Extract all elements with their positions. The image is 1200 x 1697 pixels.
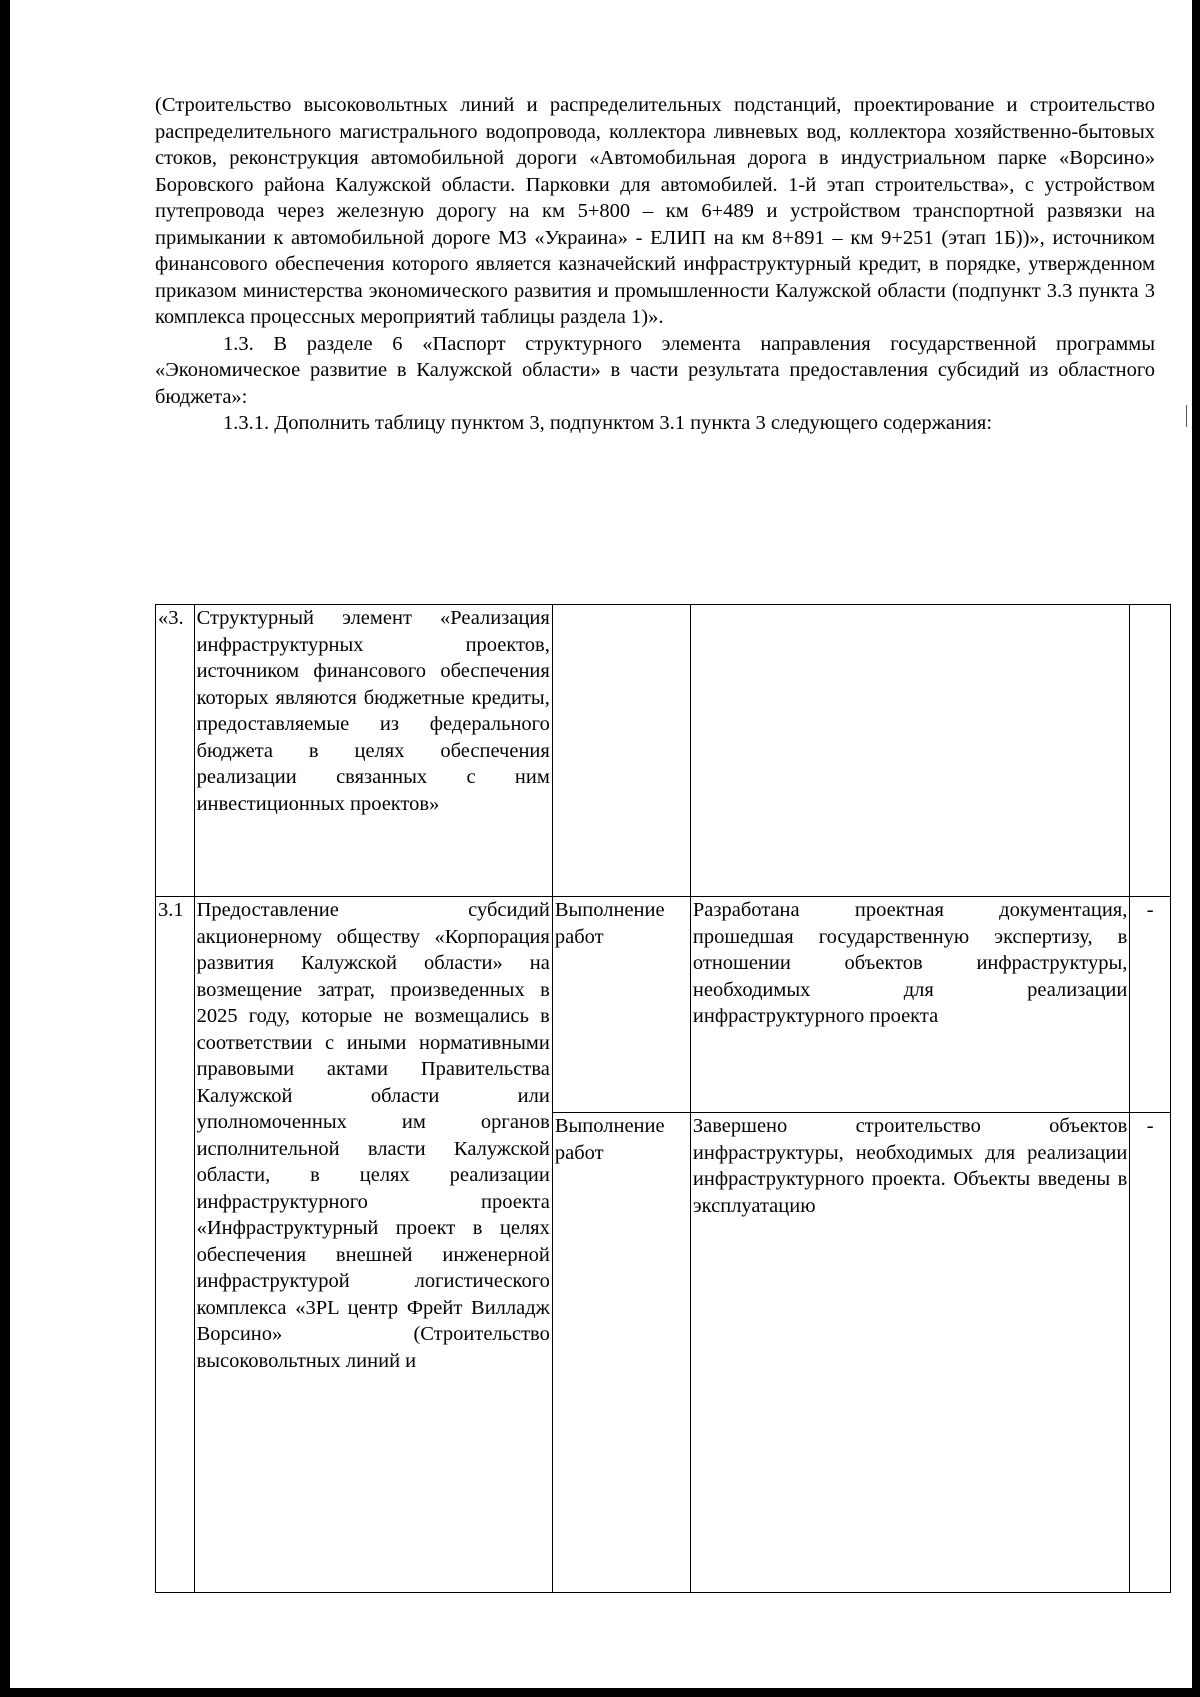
dash-cell: -: [1130, 1113, 1171, 1593]
table-row: [156, 605, 1171, 897]
empty-cell: [1130, 605, 1171, 897]
scan-edge-right: [1192, 0, 1200, 1697]
scan-artifact-mark: [1186, 405, 1187, 427]
empty-cell: [552, 605, 690, 897]
result-cell: Завершено строительство объектов инфраструктуры, необходимых для реализации инфраструктурного проекта. Объекты введены в эксплуатацию: [690, 1113, 1129, 1593]
row-number: 3.1: [156, 897, 195, 1593]
document-body: [155, 92, 1155, 437]
event-type-cell: Выполнение работ: [552, 1113, 690, 1593]
structural-element-table: [155, 604, 1171, 1593]
event-type-cell: Выполнение работ: [552, 897, 690, 1113]
paragraph-section-1-3-1: 1.3.1. Дополнить таблицу пунктом 3, подпунктом 3.1 пункта 3 следующего содержания:: [223, 412, 993, 434]
paragraph-section-1-3: 1.3. В разделе 6 «Паспорт структурного элемента направления государственной программы «Экономическое развитие в Калужской области» в части результата предоставления субсидий из областного бюджета»:: [155, 332, 1155, 408]
scan-edge-left: [0, 0, 10, 1697]
table-row: [156, 897, 1171, 1113]
measure-description-cell: Предоставление субсидий акционерному обществу «Корпорация развития Калужской области» на возмещение затрат, произведенных в 2025 году, которые не возмещались в соответствии с иными нормативными правовыми актами Правительства Калужской области или уполномоченных им органов исполнительной власти Калужской области, в целях реализации инфраструктурного проекта «Инфраструктурный проект в целях обеспечения внешней инженерной инфраструктурой логистического комплекса «3PL центр Фрейт Вилладж Ворсино» (Строительство высоковольтных линий и: [194, 897, 552, 1593]
empty-cell: [690, 605, 1129, 897]
scan-edge-bottom: [0, 1688, 1200, 1697]
dash-cell: -: [1130, 897, 1171, 1113]
result-cell: Разработана проектная документация, прошедшая государственную экспертизу, в отношении объектов инфраструктуры, необходимых для реализации инфраструктурного проекта: [690, 897, 1129, 1113]
structural-element-cell: Структурный элемент «Реализация инфраструктурных проектов, источником финансового обеспечения которых являются бюджетные кредиты, предоставляемые из федерального бюджета в целях обеспечения реализации связанных с ним инвестиционных проектов»: [194, 605, 552, 897]
row-number: «3.: [156, 605, 195, 897]
paragraph-continuation: (Строительство высоковольтных линий и распределительных подстанций, проектирование и строительство распределительного магистрального водопровода, коллектора ливневых вод, коллектора хозяйственно-бытовых стоков, реконструкция автомобильной дороги «Автомобильная дорога в индустриальном парке «Ворсино» Боровского района Калужской области. Парковки для автомобилей. 1-й этап строительства», с устройством путепровода через железную дорогу на км 5+800 – км 6+489 и устройством транспортной развязки на примыкании к автомобильной дороге М3 «Украина» - ЕЛИП на км 8+891 – км 9+251 (этап 1Б))», источником финансового обеспечения которого является казначейский инфраструктурный кредит, в порядке, утвержденном приказом министерства экономического развития и промышленности Калужской области (подпункт 3.3 пункта 3 комплекса процессных мероприятий таблицы раздела 1)».: [155, 94, 1155, 328]
